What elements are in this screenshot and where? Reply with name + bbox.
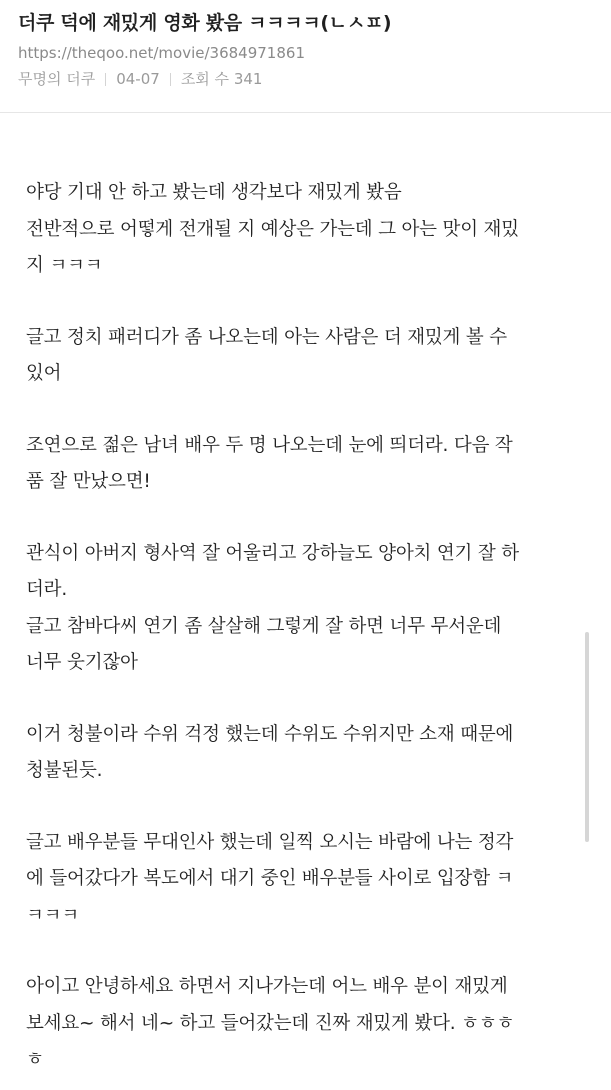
content-line: 관식이 아버지 형사역 잘 어울리고 강하늘도 양아치 연기 잘 하 (26, 542, 519, 564)
views-count: 341 (233, 70, 263, 88)
content-line: 이거 청불이라 수위 걱정 했는데 수위도 수위지만 소재 때문에 (26, 723, 514, 745)
content-paragraph (26, 175, 585, 285)
content-line: 에 들어갔다가 복도에서 대기 중인 배우분들 사이로 입장함 ㅋ (26, 868, 514, 889)
content-paragraph (26, 536, 585, 682)
content-line: 있어 (26, 363, 62, 384)
content-paragraph (26, 717, 585, 790)
meta-divider (105, 73, 106, 86)
post-meta (18, 68, 593, 90)
content-paragraph (26, 825, 585, 935)
post-content (0, 113, 611, 1079)
content-line: 지 ㅋㅋㅋ (26, 255, 103, 276)
content-line: 너무 웃기잖아 (26, 652, 138, 673)
content-line: 품 잘 만났으면! (26, 471, 151, 492)
meta-divider (170, 73, 171, 86)
author-name[interactable]: 무명의 더쿠 (18, 70, 96, 88)
content-line: 야당 기대 안 하고 봤는데 생각보다 재밌게 봤음 (26, 182, 402, 203)
post-url-link[interactable]: https://theqoo.net/movie/3684971861 (18, 44, 305, 62)
content-paragraph (26, 969, 585, 1079)
content-line: 글고 배우분들 무대인사 했는데 일찍 오시는 바람에 나는 정각 (26, 831, 514, 853)
content-line: 더라. (26, 579, 68, 600)
post-title: 더쿠 덕에 재밌게 영화 봤음 ㅋㅋㅋㅋ(ㄴㅅㅍ) (18, 12, 392, 34)
content-line: ㅎ (26, 1049, 44, 1070)
post-date: 04-07 (116, 70, 160, 88)
scrollbar-thumb[interactable] (585, 632, 589, 842)
content-line: 조연으로 젊은 남녀 배우 두 명 나오는데 눈에 띄더라. 다음 작 (26, 434, 513, 456)
content-paragraph (26, 320, 585, 393)
content-line: 글고 정치 패러디가 좀 나오는데 아는 사람은 더 재밌게 볼 수 (26, 326, 507, 348)
content-line: 보세요~ 해서 네~ 하고 들어갔는데 진짜 재밌게 봤다. ㅎㅎㅎ (26, 1012, 515, 1034)
content-line: 전반적으로 어떻게 전개될 지 예상은 가는데 그 아는 맛이 재밌 (26, 218, 519, 240)
content-line: ㅋㅋㅋ (26, 904, 80, 926)
post-header (0, 0, 611, 104)
content-paragraph (26, 428, 585, 501)
views-label: 조회 수 (180, 70, 230, 88)
content-line: 아이고 안녕하세요 하면서 지나가는데 어느 배우 분이 재밌게 (26, 976, 508, 997)
content-line: 글고 참바다씨 연기 좀 살살해 그렇게 잘 하면 너무 무서운데 (26, 615, 502, 637)
content-line: 청불된듯. (26, 760, 103, 781)
